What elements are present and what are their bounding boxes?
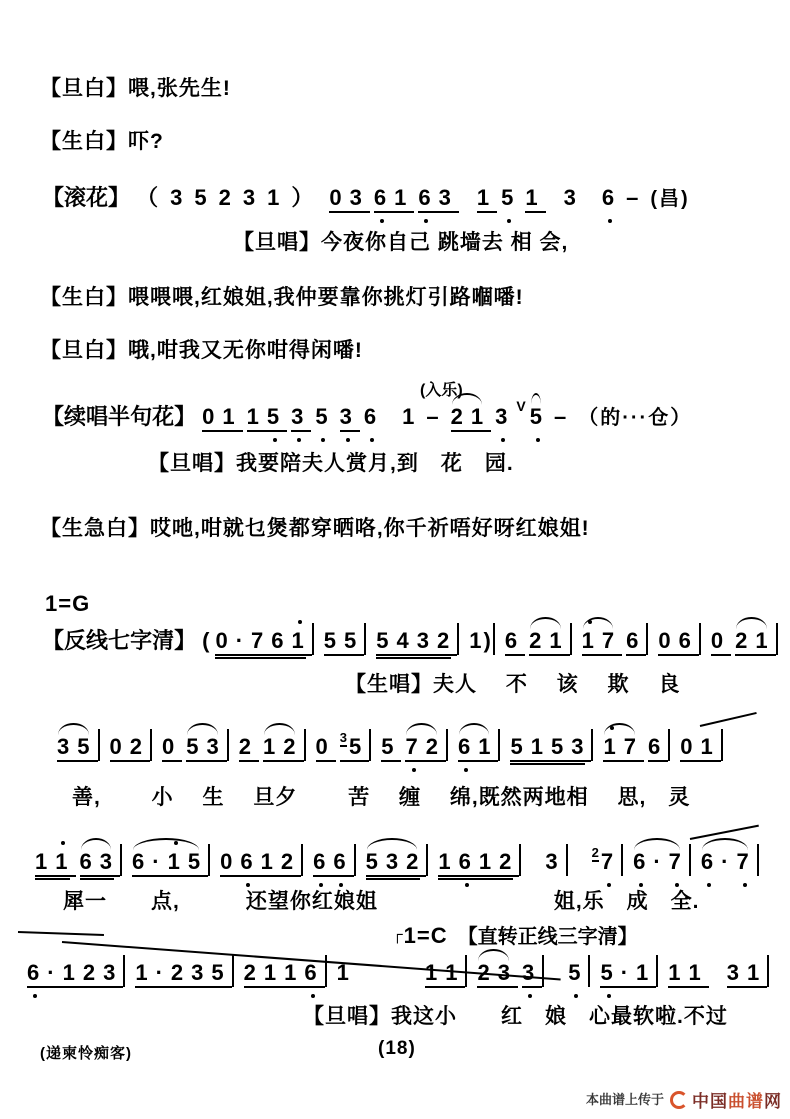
octave-dot-below — [370, 438, 374, 442]
watermark-site-name — [692, 1092, 782, 1111]
note-token: 5 ·1 — [600, 960, 656, 988]
octave-dot-below — [297, 438, 301, 442]
note-token: 5153 — [510, 734, 591, 762]
bar-line — [120, 844, 122, 876]
bar-line — [208, 844, 210, 876]
slur-line-continuation-1 — [700, 712, 757, 727]
bar-line — [304, 729, 306, 761]
watermark-prefix: 本曲谱上传于 — [585, 1092, 664, 1107]
bar-line — [588, 955, 590, 987]
octave-dot-below — [311, 994, 315, 998]
note-token: 35 — [340, 734, 369, 762]
octave-dot-below — [607, 994, 611, 998]
note-token: 6·1 5 — [132, 849, 208, 877]
dialog-dan-bai-1: 【旦白】喂,张先生! — [40, 77, 231, 100]
lyric-shan: 善, 小 生 旦夕 苦 缠 绵,既然两地相 思, 灵 — [72, 786, 691, 809]
lyric-xi: 犀一 点, 还望你红娘姐 姐,乐 成 全. — [63, 890, 700, 913]
note-token: 6 — [364, 404, 384, 430]
octave-dot-below — [424, 219, 428, 223]
octave-dot-below — [412, 768, 416, 772]
lyric-dan-chang-3: 【旦唱】我这小 红 娘 心最软啦.不过 — [303, 1005, 728, 1028]
bar-line — [498, 729, 500, 761]
site-part-2: 曲谱 — [728, 1092, 764, 1111]
bar-line — [689, 844, 691, 876]
note-token: 35 — [57, 734, 98, 762]
key-change-mark: ┌ — [392, 926, 403, 943]
note-token: 7 2 — [405, 734, 446, 762]
note-token: 1) — [469, 628, 493, 653]
note-token: 3 — [340, 404, 360, 432]
note-token: （35231） — [136, 185, 326, 210]
note-token: 2116 — [244, 960, 325, 988]
music-line-6 — [25, 955, 777, 988]
note-token: (昌) — [650, 188, 690, 210]
note-token: 2 — [239, 734, 259, 762]
key-signature-c: 1=C — [403, 923, 448, 948]
note-token: – — [626, 185, 647, 210]
octave-dot-below — [536, 438, 540, 442]
note-token: 16 12 — [438, 849, 519, 877]
note-token: 5 — [315, 404, 335, 430]
octave-dot-below — [608, 219, 612, 223]
octave-dot-below — [321, 438, 325, 442]
bar-line — [757, 844, 759, 876]
note-token: 532 — [366, 849, 427, 877]
note-token: 5 — [530, 404, 550, 430]
octave-dot-below — [33, 994, 37, 998]
dialog-sheng-bai-2: 【生白】喂喂喂,红娘姐,我仲要靠你挑灯引路嗰噃! — [40, 286, 524, 309]
bar-line — [668, 729, 670, 761]
note-token: 1 7 — [582, 628, 623, 656]
octave-dot-below — [273, 438, 277, 442]
note-token: 6 ·123 — [27, 960, 123, 988]
note-token: 3 — [291, 404, 311, 432]
dialog-sheng-bai-1: 【生白】吓? — [40, 130, 164, 153]
octave-dot-below — [464, 768, 468, 772]
octave-dot-above — [174, 841, 178, 845]
music-line-xuchang — [40, 400, 694, 432]
site-part-3: 网 — [764, 1092, 782, 1111]
note-token: 1 7 — [603, 734, 644, 762]
bar-line — [465, 955, 467, 987]
note-token: 6 6 — [313, 849, 354, 877]
note-token: 06 12 — [220, 849, 301, 877]
bar-line — [446, 729, 448, 761]
bar-line — [150, 729, 152, 761]
octave-dot-below — [501, 438, 505, 442]
octave-dot-below — [380, 219, 384, 223]
bar-line — [591, 729, 593, 761]
note-token: 3 V — [495, 404, 526, 430]
lyric-dan-chang-2: 【旦唱】我要陪夫人赏月,到 花 园. — [148, 452, 514, 475]
bar-line — [776, 623, 778, 655]
bar-line — [656, 955, 658, 987]
note-token: 0 — [711, 628, 731, 656]
watermark — [586, 1087, 782, 1112]
bar-line — [325, 955, 327, 987]
note-token: （的···仓） — [578, 407, 693, 429]
lyric-dan-chang-1: 【旦唱】今夜你自己 跳墙去 相 会, — [233, 231, 569, 254]
bar-line — [721, 729, 723, 761]
note-token: – — [426, 404, 447, 429]
music-line-4 — [55, 729, 731, 762]
footer-title: (递柬怜痴客) — [40, 1045, 132, 1062]
octave-dot-below — [707, 883, 711, 887]
bar-line — [123, 955, 125, 987]
note-token: 6 ·7 — [701, 849, 757, 875]
music-line-gunhua — [40, 181, 692, 213]
octave-dot-above — [298, 620, 302, 624]
quputang-logo-icon — [670, 1091, 688, 1109]
slur-line-continuation-3 — [18, 931, 104, 936]
note-token: 6 — [626, 628, 646, 656]
note-token: 1·235 — [135, 960, 231, 988]
note-token: 5 — [501, 185, 521, 211]
note-token: 23 — [477, 960, 518, 988]
bar-line — [232, 955, 234, 987]
bar-line — [457, 623, 459, 655]
note-token: 31 — [727, 960, 768, 988]
bar-line — [493, 623, 495, 655]
site-part-1: 中国 — [692, 1092, 728, 1111]
note-token: 6 3 — [418, 185, 459, 213]
music-label: 【续唱半句花】 — [42, 404, 197, 429]
dialog-sheng-ji-bai: 【生急白】哎吔,咁就乜煲都穿晒咯,你千祈唔好呀红娘姐! — [40, 517, 590, 540]
bar-line — [542, 955, 544, 987]
note-token: 21 — [735, 628, 776, 656]
note-token: 1 — [336, 960, 357, 985]
note-token: 27 — [592, 849, 621, 875]
octave-dot-below — [743, 883, 747, 887]
music-label: 【反线七字清】 — [42, 628, 197, 653]
bar-line — [519, 844, 521, 876]
note-token: 6 — [602, 185, 622, 211]
grace-note: 3 — [339, 730, 347, 745]
octave-dot-below — [346, 438, 350, 442]
bar-line — [364, 623, 366, 655]
note-token: 53 — [186, 734, 227, 762]
note-token: 15 — [247, 404, 288, 432]
note-token: 0 — [316, 734, 336, 762]
note-token: 02 — [110, 734, 151, 762]
note-token: 11 — [35, 849, 76, 877]
octave-dot-below — [574, 994, 578, 998]
rule-annotation: (入乐) — [420, 382, 463, 399]
note-token: 6 — [505, 628, 525, 656]
key-change-line — [392, 920, 638, 949]
note-token: 6 1 — [374, 185, 415, 213]
note-token: 5 — [381, 734, 401, 762]
note-token: 21 — [451, 404, 492, 432]
octave-dot-above — [588, 620, 592, 624]
bar-line — [699, 623, 701, 655]
note-token: 0·761 — [215, 628, 311, 656]
note-token: 06 — [658, 628, 699, 656]
octave-dot-below — [507, 219, 511, 223]
bar-line — [98, 729, 100, 761]
note-token: 21 — [529, 628, 570, 656]
bar-line — [646, 623, 648, 655]
page-number: (18) — [378, 1038, 416, 1059]
bar-line — [621, 844, 623, 876]
note-token: 3 — [545, 849, 566, 874]
note-token: 6 ·7 — [633, 849, 689, 875]
note-token: 11 — [668, 960, 709, 988]
music-label: 【滚花】 — [42, 185, 131, 210]
note-token: 5432 — [376, 628, 457, 656]
grace-note: 2 — [591, 845, 599, 860]
note-token: 63 — [80, 849, 121, 877]
bar-line — [426, 844, 428, 876]
note-token: 3 — [522, 960, 542, 988]
note-token — [361, 956, 421, 987]
bar-line — [312, 623, 314, 655]
octave-dot-above — [610, 726, 614, 730]
bar-line — [566, 844, 568, 876]
bar-line — [227, 729, 229, 761]
note-token: 03 — [329, 185, 370, 213]
note-token: 01 — [202, 404, 243, 432]
note-token: 1 — [477, 185, 497, 213]
note-token: 6 — [648, 734, 668, 762]
bar-line — [301, 844, 303, 876]
note-token: 1 — [402, 404, 423, 429]
octave-dot-above — [61, 841, 65, 845]
note-token: 5 — [568, 960, 588, 986]
bar-line — [767, 955, 769, 987]
note-token: – — [553, 404, 575, 429]
lyric-sheng-chang-1: 【生唱】夫人 不 该 欺 良 — [345, 673, 681, 696]
dialog-dan-bai-2: 【旦白】哦,咁我又无你咁得闲噃! — [40, 339, 363, 362]
note-token: 01 — [680, 734, 721, 762]
note-token: 6 1 — [458, 734, 499, 762]
octave-dot-below — [528, 994, 532, 998]
key-change-label: 【直转正线三字清】 — [457, 926, 638, 948]
note-token: 12 — [263, 734, 304, 762]
music-line-fanxian — [40, 623, 786, 656]
bar-line — [570, 623, 572, 655]
note-token: 3 — [563, 185, 584, 210]
note-token: 0 — [162, 734, 182, 762]
breath-mark: V — [516, 398, 526, 414]
note-token: 1 — [525, 185, 545, 213]
music-line-5 — [33, 844, 767, 877]
bar-line — [354, 844, 356, 876]
note-token: 55 — [324, 628, 365, 656]
note-token: 11 — [425, 960, 466, 988]
bar-line — [369, 729, 371, 761]
note-token: ( — [202, 628, 212, 653]
key-signature-g: 1=G — [45, 591, 91, 616]
